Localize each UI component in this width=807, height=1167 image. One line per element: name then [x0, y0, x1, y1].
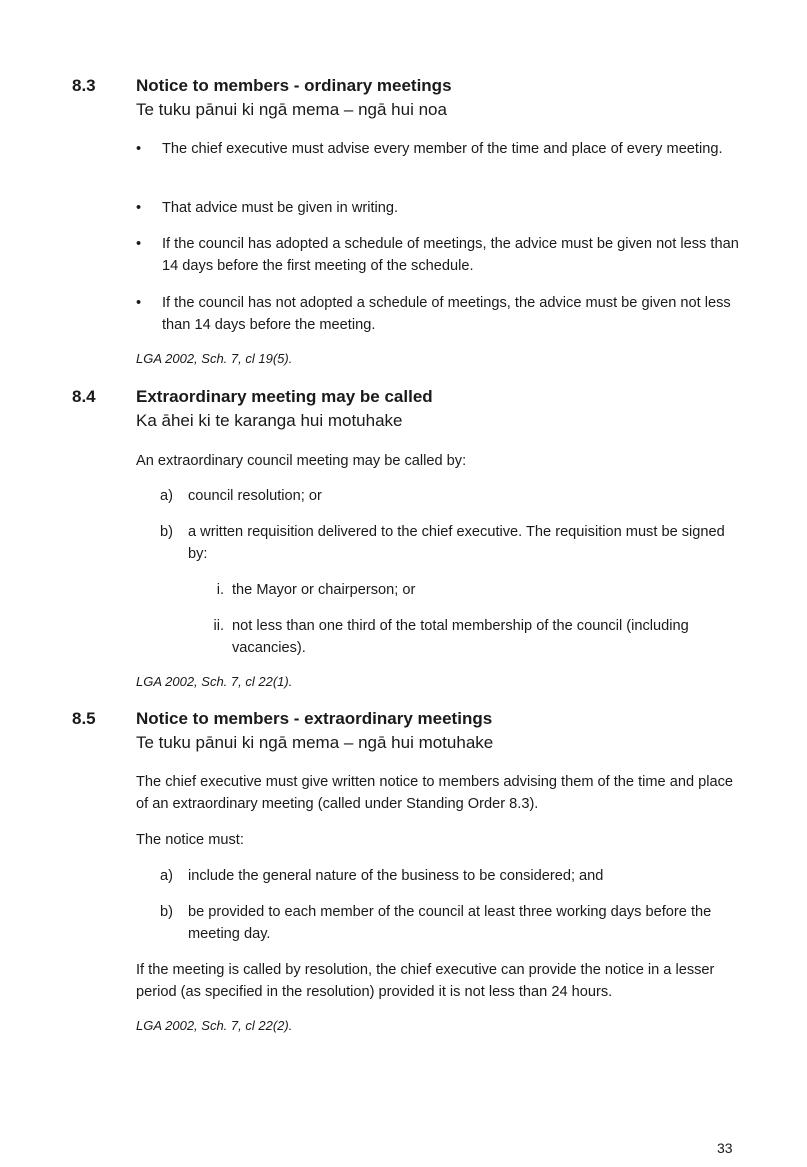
bullet-text: If the council has not adopted a schedule of meetings, the advice must be given not less than 14 days before the meeting. — [162, 295, 731, 333]
section-subtitle: Ka āhei ki te karanga hui motuhake — [136, 411, 403, 430]
section-subtitle: Te tuku pānui ki ngā mema – ngā hui motuhake — [136, 733, 494, 752]
bullet-icon: • — [136, 236, 142, 252]
citation: LGA 2002, Sch. 7, cl 22(2). — [136, 1018, 293, 1033]
section-title: Notice to members - extraordinary meetings — [136, 709, 493, 728]
bullet-icon: • — [136, 200, 142, 216]
citation: LGA 2002, Sch. 7, cl 19(5). — [136, 351, 293, 366]
intro-paragraph: An extraordinary council meeting may be called by: — [136, 453, 467, 469]
list-marker: a) — [160, 868, 173, 884]
section-title: Extraordinary meeting may be called — [136, 387, 433, 406]
paragraph: The chief executive must give written notice to members advising them of the time and place of an extraordinary meeting (called under Standing Order 8.3). — [136, 774, 734, 812]
page-number: 33 — [717, 1140, 733, 1156]
section-number: 8.5 — [72, 709, 96, 728]
list-marker: b) — [160, 904, 173, 920]
section-title: Notice to members - ordinary meetings — [136, 76, 452, 95]
list-text: include the general nature of the business to be considered; and — [188, 868, 604, 884]
list-marker: ii. — [213, 618, 224, 634]
list-text: not less than one third of the total membership of the council (including vacancies). — [232, 618, 689, 656]
bullet-text: If the council has adopted a schedule of meetings, the advice must be given not less than 14 days before the first meeting of the schedule. — [162, 236, 739, 274]
section-subtitle: Te tuku pānui ki ngā mema – ngā hui noa — [136, 100, 447, 119]
bullet-text: The chief executive must advise every member of the time and place of every meeting. — [162, 141, 723, 157]
section-number: 8.3 — [72, 76, 96, 95]
bullet-icon: • — [136, 141, 142, 157]
bullet-icon: • — [136, 295, 142, 311]
list-marker: a) — [160, 488, 173, 504]
list-text: a written requisition delivered to the chief executive. The requisition must be signed by: — [188, 524, 725, 562]
paragraph: The notice must: — [136, 832, 244, 848]
bullet-text: That advice must be given in writing. — [162, 200, 399, 216]
citation: LGA 2002, Sch. 7, cl 22(1). — [136, 674, 293, 689]
list-marker: i. — [216, 582, 224, 598]
section-number: 8.4 — [72, 387, 96, 406]
list-text: council resolution; or — [188, 488, 322, 504]
list-text: the Mayor or chairperson; or — [232, 582, 416, 598]
paragraph: If the meeting is called by resolution, the chief executive can provide the notice in a lesser period (as specified in the resolution) provided it is not less than 24 hours. — [136, 962, 715, 1000]
list-text: be provided to each member of the council at least three working days before the meeting day. — [188, 904, 712, 942]
list-marker: b) — [160, 524, 173, 540]
